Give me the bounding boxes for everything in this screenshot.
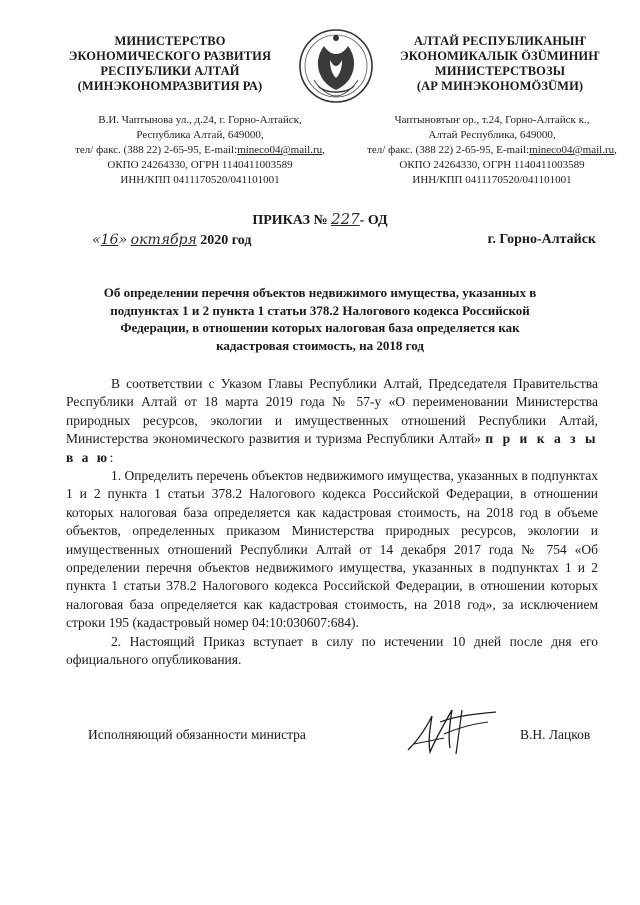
- decree-colon: :: [109, 449, 114, 465]
- email-link[interactable]: mineco04@mail.ru: [529, 144, 615, 156]
- ministry-title-line: АЛТАЙ РЕСПУБЛИКАНЫҤ: [413, 34, 587, 48]
- order-suffix: - ОД: [359, 213, 388, 228]
- ministry-title-line: ЭКОНОМИКАЛЫК ÖЗÜМИНИҤ: [400, 49, 600, 63]
- date-close-quote: »: [118, 232, 128, 248]
- signature-icon: [400, 700, 510, 760]
- preamble-text: В соответствии с Указом Главы Республики Алтай, Председателя Правительства Республики Алтай от 18 марта 2019 года № 57-у «О переименовании Министерства природных ресурсов, экологии и имущественных отношений Республики Алтай, Министерства экономического развития и туризма Республики Алтай»: [66, 376, 598, 447]
- comma: ,: [322, 144, 325, 156]
- address-contact-line: [50, 143, 350, 158]
- subject-line: подпунктах 1 и 2 пункта 1 статьи 378.2 Налогового кодекса Российской: [110, 302, 530, 318]
- ministry-title-line: (АР МИНЭКОНОМÖЗÜМИ): [416, 79, 584, 93]
- ministry-title-line: ЭКОНОМИЧЕСКОГО РАЗВИТИЯ: [68, 49, 272, 63]
- address-line: В.И. Чаптынова ул., д.24, г. Горно-Алтайск,: [98, 114, 302, 126]
- signatory-position: Исполняющий обязанности министра: [88, 727, 306, 742]
- order-body: [66, 375, 598, 670]
- ministry-title-altai: [390, 34, 610, 94]
- handwritten-signature: [400, 700, 510, 760]
- subject-line: кадастровая стоимость, на 2018 год: [216, 337, 424, 353]
- address-altai: [350, 113, 634, 188]
- address-line: ОКПО 24264330, ОГРН 1140411003589: [107, 159, 293, 171]
- decree-word: п р и к а з ы в а ю: [66, 431, 598, 465]
- address-contact-line: [350, 143, 634, 158]
- ministry-title-line: МИНИСТЕРСТВОЗЫ: [434, 64, 566, 78]
- signatory-name: В.Н. Лацков: [520, 727, 591, 742]
- email-link[interactable]: mineco04@mail.ru: [237, 144, 323, 156]
- address-line: ОКПО 24264330, ОГРН 1140411003589: [399, 159, 585, 171]
- ministry-title-line: МИНИСТЕРСТВО: [114, 34, 226, 48]
- date-day: 16: [100, 232, 119, 248]
- preamble-paragraph: [66, 375, 598, 467]
- order-date: [92, 232, 251, 249]
- phone-text: тел/ факс. (388 22) 2-65-95, E-mail:: [367, 144, 530, 156]
- date-year: 2020 год: [200, 233, 252, 248]
- date-month: октября: [130, 232, 197, 248]
- order-subject: [70, 284, 570, 354]
- order-number: 227: [331, 210, 360, 228]
- address-russian: [50, 113, 350, 188]
- order-title: ПРИКАЗ №: [252, 213, 328, 228]
- order-heading: [0, 210, 640, 229]
- ministry-title-russian: [60, 34, 280, 94]
- subject-line: Об определении перечня объектов недвижимого имущества, указанных в: [103, 285, 537, 300]
- item-1-paragraph: 1. Определить перечень объектов недвижимого имущества, указанных в подпунктах 1 и 2 пункта 1 статьи 378.2 Налогового кодекса Российской Федерации, в отношении которых налоговая база определяется как кадастровая стоимость, на 2018 год в объеме объектов, определенных приказом Министерства природных ресурсов, экологии и имущественных отношений Республики Алтай от 14 декабря 2017 года № 754 «Об определении перечня объектов недвижимого имущества, указанных в подпунктах 1 и 2 пункта 1 статьи 378.2 Налогового кодекса Российской Федерации, в отношении которых налоговая база определяется как кадастровая стоимость, на 2018 год», за исключением строки 195 (кадастровый номер 04:10:030607:684).: [66, 468, 598, 631]
- address-line: ИНН/КПП 0411170520/041101001: [120, 174, 280, 186]
- address-line: ИНН/КПП 0411170520/041101001: [412, 174, 572, 186]
- altai-emblem: [296, 24, 376, 108]
- ministry-title-line: РЕСПУБЛИКИ АЛТАЙ: [100, 64, 240, 78]
- comma: ,: [614, 144, 617, 156]
- address-line: Чаптыновтыҥ ор., т.24, Горно-Алтайск к.,: [394, 114, 590, 126]
- phone-text: тел/ факс. (388 22) 2-65-95, E-mail:: [75, 144, 238, 156]
- address-line: Алтай Республика, 649000,: [428, 129, 556, 141]
- subject-line: Федерации, в отношении которых налоговая база определяется как: [120, 320, 520, 335]
- address-line: Республика Алтай, 649000,: [136, 129, 264, 141]
- ministry-title-line: (МИНЭКОНОМРАЗВИТИЯ РА): [77, 79, 263, 93]
- order-city: г. Горно-Алтайск: [487, 232, 596, 247]
- item-2-paragraph: 2. Настоящий Приказ вступает в силу по истечении 10 дней после дня его официального опубликования.: [66, 633, 598, 668]
- date-open-quote: «: [92, 232, 101, 248]
- emblem-icon: [296, 24, 376, 108]
